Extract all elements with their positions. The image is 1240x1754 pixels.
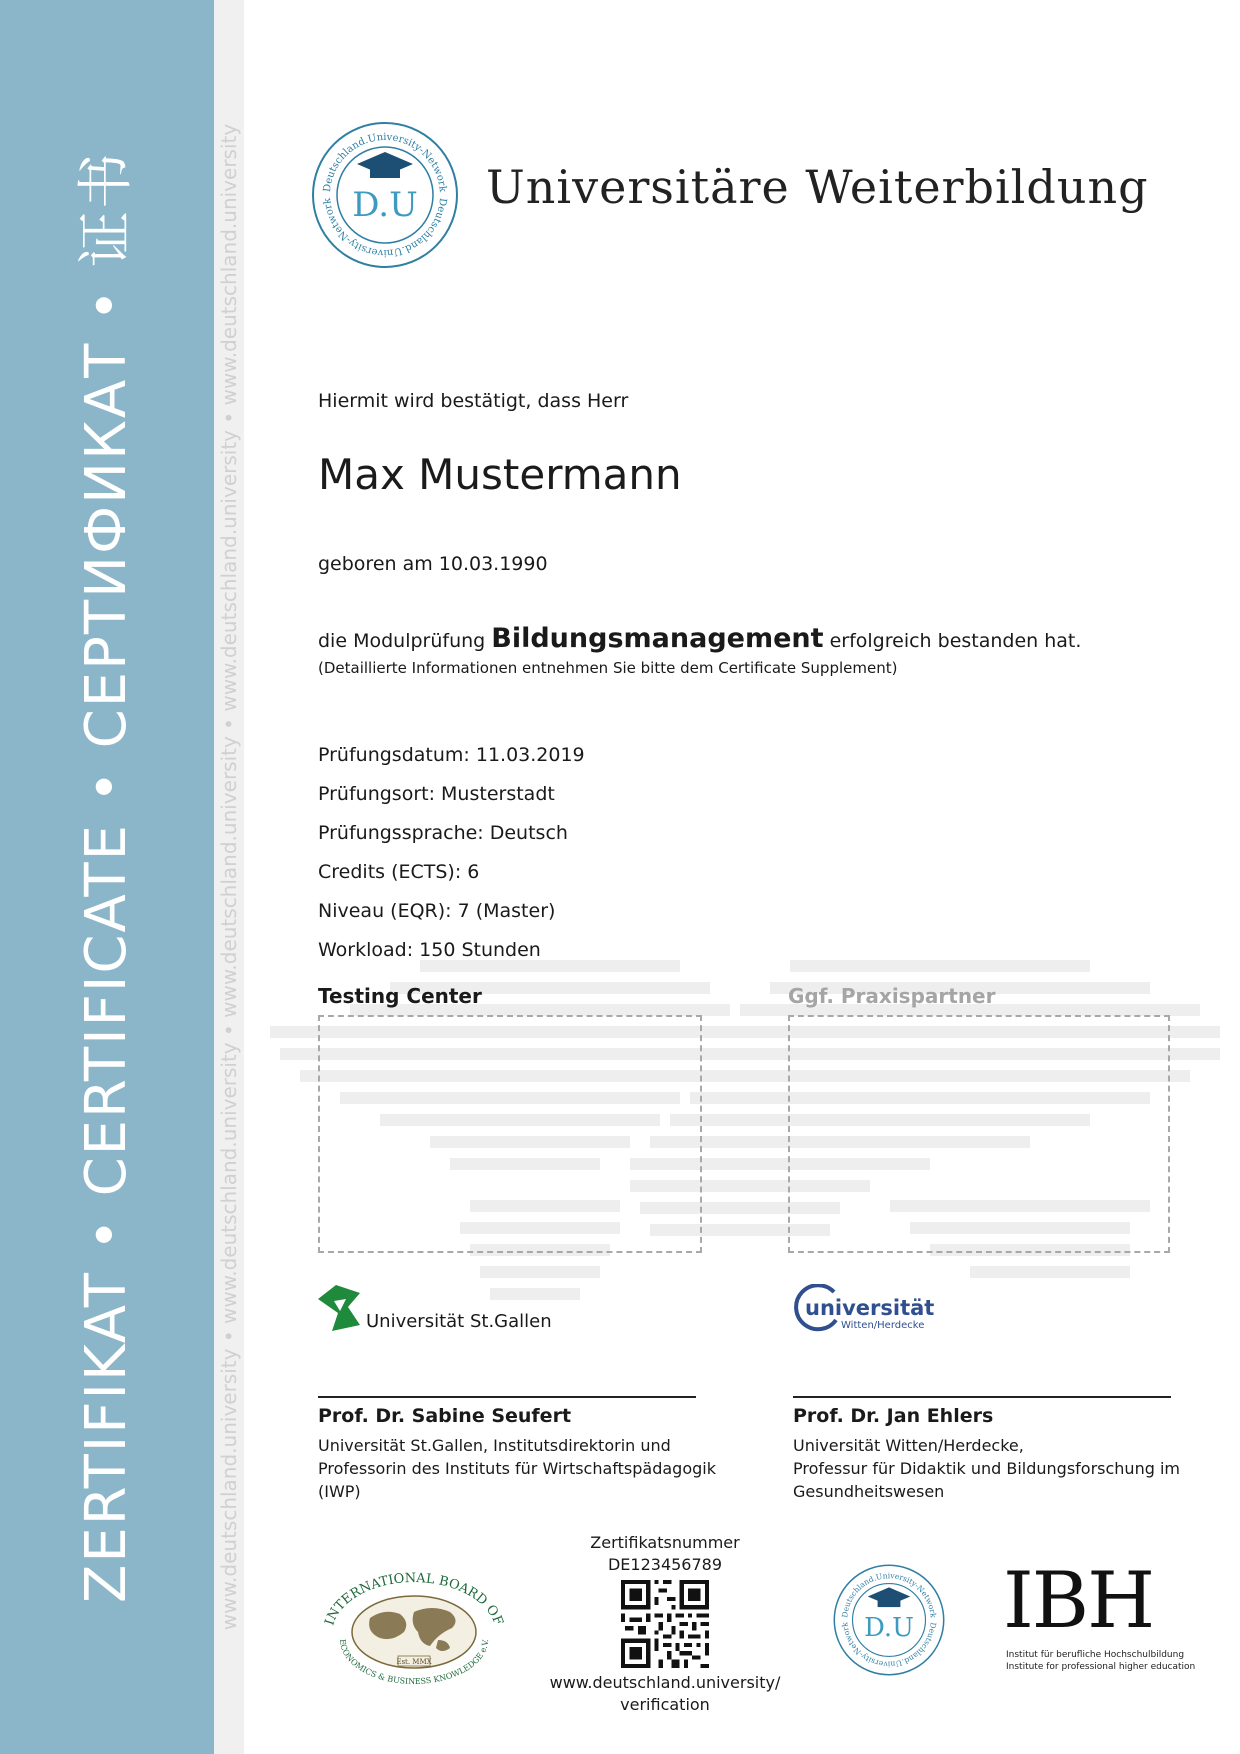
module-prefix: die Modulprüfung [318, 630, 492, 652]
certificate-number-block [560, 1532, 770, 1576]
svg-text:Est. MMX: Est. MMX [396, 1658, 432, 1666]
exam-location: Prüfungsort: Musterstadt [318, 783, 555, 805]
partner-label: Ggf. Praxispartner [788, 984, 996, 1008]
verification-url[interactable]: www.deutschland.university/ verification [549, 1673, 781, 1714]
certificate-number-label: Zertifikatsnummer [590, 1533, 740, 1552]
intro-text: Hiermit wird bestätigt, dass Herr [318, 390, 629, 412]
ibh-logo-text: IBH [1003, 1556, 1154, 1646]
exam-workload: Workload: 150 Stunden [318, 939, 541, 961]
svg-text:Deutschland.University-Network: Deutschland.University-Network [840, 1621, 938, 1669]
right-signatory-name: Prof. Dr. Jan Ehlers [793, 1405, 994, 1427]
left-signature-line [318, 1396, 696, 1398]
module-name: Bildungsmanagement [491, 623, 824, 654]
svg-text:Deutschland.University-Network: Deutschland.University-Network [321, 131, 448, 193]
page-title: Universitäre Weiterbildung [486, 160, 1149, 214]
exam-level: Niveau (EQR): 7 (Master) [318, 900, 556, 922]
birth-date: geboren am 10.03.1990 [318, 553, 548, 575]
module-statement [318, 623, 1081, 654]
right-signature-line [793, 1396, 1171, 1398]
ibh-logo-line1: Institut für berufliche Hochschulbildung [1006, 1650, 1185, 1660]
exam-info-list [318, 736, 585, 970]
svg-text:Deutschland.University-Network: Deutschland.University-Network [322, 197, 449, 259]
url-strip-text: www.deutschland.university • www.deutschland.university • www.deutschland.university • www.deutschland.university • www.deutschland.university [217, 123, 241, 1631]
ibe-seal-logo [318, 1568, 510, 1686]
certificate-number: DE123456789 [607, 1555, 723, 1574]
ibh-logo-line2: Institute for professional higher education [1006, 1662, 1196, 1672]
partner-stamp-box [788, 1015, 1170, 1253]
qr-code-icon[interactable] [621, 1580, 709, 1668]
exam-date: Prüfungsdatum: 11.03.2019 [318, 744, 585, 766]
module-suffix: erfolgreich bestanden hat. [823, 630, 1082, 652]
svg-text:D.U: D.U [864, 1612, 914, 1643]
svg-text:ECONOMICS & BUSINESS KNOWLEDGE: ECONOMICS & BUSINESS KNOWLEDGE e.V. [337, 1638, 491, 1686]
du-seal-logo-small [832, 1563, 946, 1677]
testing-center-label: Testing Center [318, 984, 482, 1008]
svg-text:INTERNATIONAL BOARD OF: INTERNATIONAL BOARD OF [322, 1570, 506, 1628]
witten-logo-subtext: Witten/Herdecke [841, 1320, 925, 1331]
recipient-name: Max Mustermann [318, 450, 682, 499]
left-signatory-name: Prof. Dr. Sabine Seufert [318, 1405, 572, 1427]
exam-language: Prüfungssprache: Deutsch [318, 822, 568, 844]
supplement-note: (Detaillierte Informationen entnehmen Sie bitte dem Certificate Supplement) [318, 659, 898, 677]
svg-text:D.U: D.U [352, 185, 418, 225]
right-signatory-title: Universität Witten/Herdecke, Professur für Didaktik und Bildungsforschung im Gesundheitswesen [793, 1436, 1180, 1501]
band-vertical-text: ZERTIFIKAT • CERTIFICATE • СЕРТИФИКАТ • 证书 [74, 151, 139, 1603]
left-signatory-title: Universität St.Gallen, Institutsdirektorin und Professorin des Instituts für Wirtschaftspädagogik (IWP) [318, 1436, 716, 1501]
witten-logo-text: universität [805, 1296, 935, 1320]
stgallen-leaf-icon [318, 1285, 360, 1331]
du-seal-logo [310, 120, 460, 270]
left-band [0, 0, 214, 1754]
testing-center-stamp-box [318, 1015, 702, 1253]
stgallen-logo-text: Universität St.Gallen [366, 1311, 552, 1332]
exam-credits: Credits (ECTS): 6 [318, 861, 480, 883]
svg-text:Deutschland.University-Network: Deutschland.University-Network [840, 1571, 938, 1619]
